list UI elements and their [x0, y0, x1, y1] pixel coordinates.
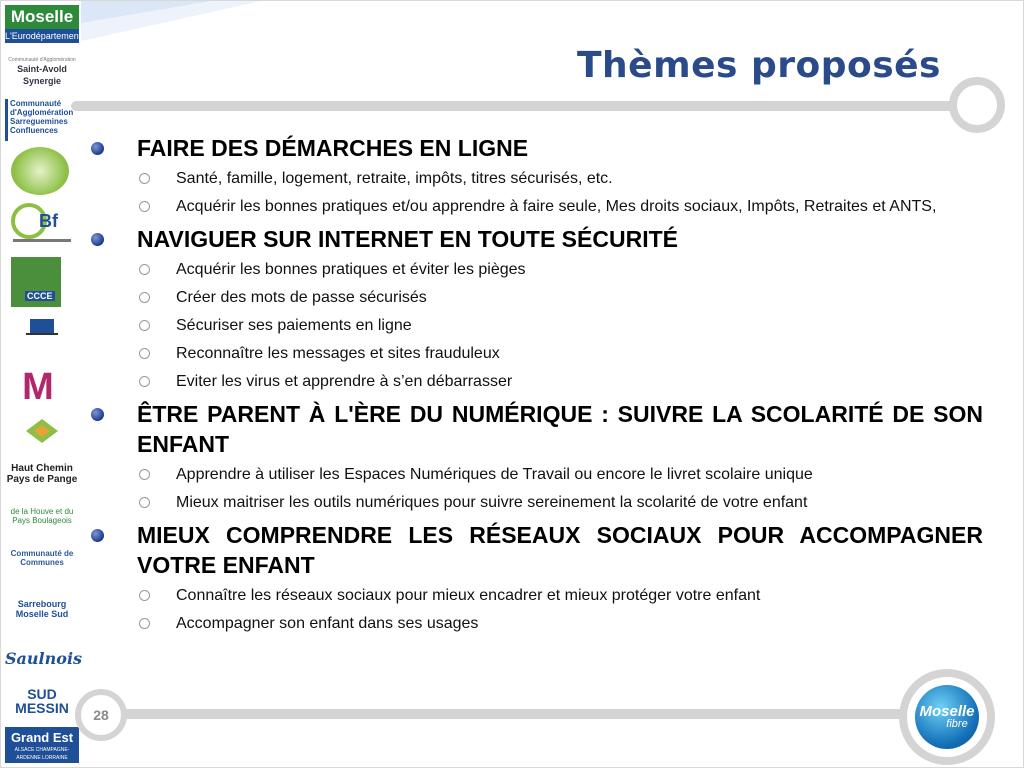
top-ring-decoration — [949, 77, 1005, 133]
section-securite — [91, 224, 983, 392]
saint-avold-logo: Communauté d'Agglomération Saint-Avold Synergie — [8, 57, 76, 86]
slide-title: Thèmes proposés — [576, 45, 941, 86]
bullet-dot-icon — [91, 408, 104, 421]
circle-bullet-icon — [139, 173, 150, 184]
grand-est-logo: Grand Est ALSACE CHAMPAGNE-ARDENNE LORRAINE — [5, 727, 79, 763]
sarrebourg-logo: Sarrebourg Moselle Sud — [15, 599, 69, 619]
circle-bullet-icon — [139, 469, 150, 480]
duf-emblem-icon — [22, 317, 62, 337]
circle-bullet-icon — [139, 590, 150, 601]
list-item: Santé, famille, logement, retraite, impôts, titres sécurisés, etc. — [91, 168, 983, 189]
partner-logos-column — [1, 1, 81, 768]
section-demarches — [91, 133, 983, 217]
pays-logo — [5, 417, 79, 461]
bullet-dot-icon — [91, 142, 104, 155]
section-heading: FAIRE DES DÉMARCHES EN LIGNE — [91, 133, 983, 163]
circle-bullet-icon — [139, 376, 150, 387]
cbf-logo — [5, 201, 79, 245]
circle-bullet-icon — [139, 292, 150, 303]
circle-bullet-icon — [139, 201, 150, 212]
m-monogram-logo: M — [22, 366, 54, 408]
section-parent — [91, 399, 983, 513]
svg-text:Bf: Bf — [39, 211, 58, 231]
circle-bullet-icon — [139, 618, 150, 629]
list-item: Eviter les virus et apprendre à s’en débarrasser — [91, 371, 983, 392]
circle-bullet-icon — [139, 264, 150, 275]
section-heading: NAVIGUER SUR INTERNET EN TOUTE SÉCURITÉ — [91, 224, 983, 254]
list-item: Créer des mots de passe sécurisés — [91, 287, 983, 308]
list-item: Acquérir les bonnes pratiques et éviter les pièges — [91, 259, 983, 280]
circle-bullet-icon — [139, 497, 150, 508]
list-item: Mieux maitriser les outils numériques pour suivre sereinement la scolarité de votre enfant — [91, 492, 983, 513]
list-item: Connaître les réseaux sociaux pour mieux encadrer et mieux protéger votre enfant — [91, 585, 983, 606]
saulnois-logo: Saulnois — [5, 649, 83, 668]
bc-moselle-logo — [11, 147, 69, 195]
list-item: Reconnaître les messages et sites frauduleux — [91, 343, 983, 364]
themes-list — [91, 129, 983, 641]
page-number: 28 — [75, 689, 127, 741]
moselle-logo: Moselle L'Eurodépartement — [5, 7, 82, 41]
section-heading: MIEUX COMPRENDRE LES RÉSEAUX SOCIAUX POUR ACCOMPAGNER VOTRE ENFANT — [91, 520, 983, 580]
list-item: Sécuriser ses paiements en ligne — [91, 315, 983, 336]
communaute-communes-logo: Communauté de Communes — [10, 549, 74, 567]
moselle-fibre-logo: Moselle fibre — [915, 685, 979, 749]
circle-bullet-icon — [139, 348, 150, 359]
houve-logo: de la Houve et du Pays Boulageois — [10, 507, 74, 525]
list-item: Apprendre à utiliser les Espaces Numériques de Travail ou encore le livret scolaire unique — [91, 464, 983, 485]
section-reseaux — [91, 520, 983, 634]
cbf-emblem-icon — [5, 201, 79, 245]
pays-emblem-icon — [22, 417, 62, 445]
bullet-dot-icon — [91, 233, 104, 246]
bullet-dot-icon — [91, 529, 104, 542]
sud-messin-logo: SUD MESSIN — [15, 686, 69, 716]
sarreguemines-logo: Communauté d'Agglomération Sarreguemines Confluences — [5, 99, 79, 141]
list-item: Accompagner son enfant dans ses usages — [91, 613, 983, 634]
bottom-divider-bar — [111, 709, 911, 719]
haut-chemin-logo: Haut Chemin Pays de Pange — [6, 463, 78, 485]
ccce-logo: CCCE — [11, 257, 61, 307]
top-divider-bar — [71, 101, 971, 111]
circle-bullet-icon — [139, 320, 150, 331]
moselle-fibre-ring — [899, 669, 995, 765]
section-heading: ÊTRE PARENT À L'ÈRE DU NUMÉRIQUE : SUIVRE LA SCOLARITÉ DE SON ENFANT — [91, 399, 983, 459]
list-item: Acquérir les bonnes pratiques et/ou apprendre à faire seule, Mes droits sociaux, Impôts, Retraites et ANTS, — [91, 196, 983, 217]
duf-logo — [5, 317, 79, 357]
